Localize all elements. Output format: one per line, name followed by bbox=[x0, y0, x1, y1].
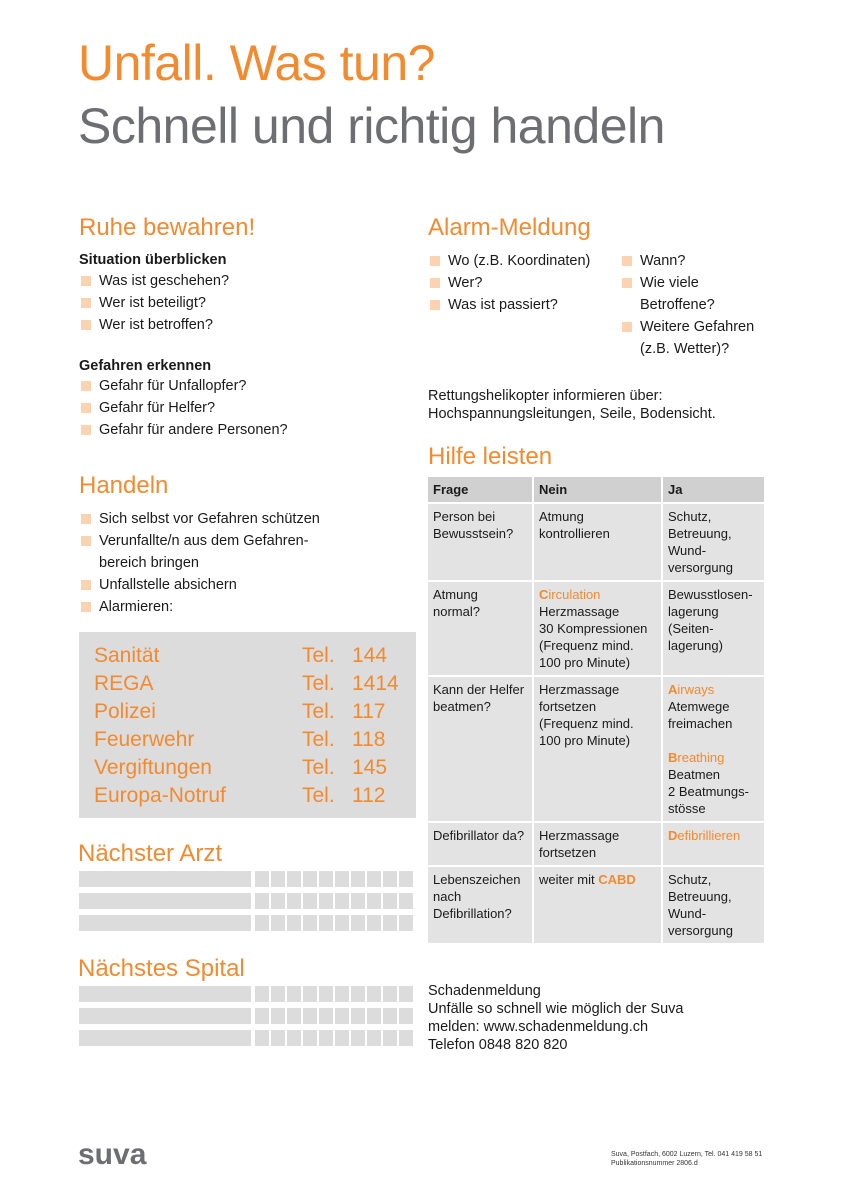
bullet-icon bbox=[430, 300, 440, 310]
table-cell: Atmung normal? bbox=[428, 582, 532, 675]
table-row bbox=[428, 582, 764, 675]
table-cell: weiter mit CABD bbox=[534, 867, 661, 943]
list-item: Wer? bbox=[428, 272, 590, 294]
table-cell: Kann der Helfer beatmen? bbox=[428, 677, 532, 821]
table-cell: Defibrillator da? bbox=[428, 823, 532, 865]
write-line[interactable] bbox=[79, 871, 416, 887]
list-item: Wer ist betroffen? bbox=[79, 314, 229, 336]
bullet-icon bbox=[81, 320, 91, 330]
bullet-icon bbox=[430, 256, 440, 266]
list-item: Verunfallte/n aus dem Gefahren- bbox=[79, 530, 320, 552]
situation-list bbox=[79, 270, 229, 336]
bullet-icon bbox=[81, 580, 91, 590]
table-cell: Airways Atemwege freimachen Breathing Beatmen 2 Beatmungs- stösse bbox=[663, 677, 764, 821]
table-cell: Schutz, Betreuung, Wund- versorgung bbox=[663, 504, 764, 580]
list-item: Sich selbst vor Gefahren schützen bbox=[79, 508, 320, 530]
schadenmeldung-link[interactable]: melden: www.schadenmeldung.ch bbox=[428, 1019, 649, 1035]
footer-address: Suva, Postfach, 6002 Luzern, Tel. 041 419 58 51 Publikationsnummer 2806.d bbox=[611, 1151, 763, 1167]
section-heading-spital: Nächstes Spital bbox=[78, 955, 245, 982]
list-item: Betroffene? bbox=[640, 297, 715, 313]
table-cell: Bewusstlosen- lagerung (Seiten- lagerung) bbox=[663, 582, 764, 675]
bullet-icon bbox=[81, 536, 91, 546]
bullet-icon bbox=[81, 276, 91, 286]
schadenmeldung-block: Schadenmeldung Unfälle so schnell wie möglich der Suva melden: www.schadenmeldung.ch Telefon 0848 820 820 bbox=[428, 983, 684, 1053]
list-item: Unfallstelle absichern bbox=[79, 574, 320, 596]
write-line[interactable] bbox=[79, 1008, 416, 1024]
write-line[interactable] bbox=[79, 986, 416, 1002]
bullet-icon bbox=[622, 256, 632, 266]
list-item: Gefahr für andere Personen? bbox=[79, 419, 288, 441]
section-heading-arzt: Nächster Arzt bbox=[78, 840, 223, 867]
column-header: Frage bbox=[428, 477, 532, 502]
bullet-icon bbox=[81, 403, 91, 413]
emergency-row: Sanität Tel. 144 bbox=[94, 644, 388, 667]
section-heading-handeln: Handeln bbox=[79, 472, 169, 499]
bullet-icon bbox=[81, 514, 91, 524]
list-item: bereich bringen bbox=[99, 555, 199, 571]
subheading-situation: Situation überblicken bbox=[79, 252, 227, 268]
handeln-list bbox=[79, 508, 320, 618]
emergency-row: Feuerwehr Tel. 118 bbox=[94, 728, 386, 751]
list-item: Was ist geschehen? bbox=[79, 270, 229, 292]
emergency-row: Vergiftungen Tel. 145 bbox=[94, 756, 388, 779]
page-title: Unfall. Was tun? bbox=[78, 35, 435, 91]
emergency-row: REGA Tel. 1414 bbox=[94, 672, 399, 695]
list-item: Gefahr für Unfallopfer? bbox=[79, 375, 288, 397]
section-heading-ruhe: Ruhe bewahren! bbox=[79, 214, 256, 241]
emergency-numbers-panel bbox=[79, 632, 416, 818]
bullet-icon bbox=[430, 278, 440, 288]
list-item: Weitere Gefahren bbox=[620, 316, 754, 338]
spital-write-fields[interactable] bbox=[79, 986, 416, 1050]
alarm-list-right bbox=[620, 250, 754, 360]
bullet-icon bbox=[81, 425, 91, 435]
alarm-list-left bbox=[428, 250, 590, 316]
column-header: Ja bbox=[663, 477, 764, 502]
table-cell: Herzmassage fortsetzen (Frequenz mind. 100 pro Minute) bbox=[534, 677, 661, 821]
table-cell: Lebenszeichen nach Defibrillation? bbox=[428, 867, 532, 943]
gefahren-list bbox=[79, 375, 288, 441]
table-header-row bbox=[428, 477, 764, 502]
section-heading-alarm: Alarm-Meldung bbox=[428, 214, 591, 241]
arzt-write-fields[interactable] bbox=[79, 871, 416, 935]
list-item: Was ist passiert? bbox=[428, 294, 590, 316]
bullet-icon bbox=[81, 298, 91, 308]
table-row bbox=[428, 867, 764, 943]
section-heading-hilfe: Hilfe leisten bbox=[428, 443, 553, 470]
heli-info: Rettungshelikopter informieren über: Hochspannungsleitungen, Seile, Bodensicht. bbox=[428, 388, 716, 422]
table-cell: Herzmassage fortsetzen bbox=[534, 823, 661, 865]
suva-logo: suva bbox=[78, 1138, 147, 1171]
table-cell: Schutz, Betreuung, Wund- versorgung bbox=[663, 867, 764, 943]
emergency-row: Europa-Notruf Tel. 112 bbox=[94, 784, 386, 807]
list-item: Wann? bbox=[620, 250, 754, 272]
bullet-icon bbox=[622, 322, 632, 332]
help-table bbox=[426, 475, 766, 945]
table-cell: Person bei Bewusstsein? bbox=[428, 504, 532, 580]
subheading-gefahren: Gefahren erkennen bbox=[79, 358, 212, 374]
list-item: Wo (z.B. Koordinaten) bbox=[428, 250, 590, 272]
write-line[interactable] bbox=[79, 893, 416, 909]
write-line[interactable] bbox=[79, 1030, 416, 1046]
table-cell: Atmung kontrollieren bbox=[534, 504, 661, 580]
list-item: Wer ist beteiligt? bbox=[79, 292, 229, 314]
list-item: Alarmieren: bbox=[79, 596, 320, 618]
page-subtitle: Schnell und richtig handeln bbox=[78, 98, 665, 154]
table-cell: Defibrillieren bbox=[663, 823, 764, 865]
list-item: (z.B. Wetter)? bbox=[640, 341, 730, 357]
table-row bbox=[428, 677, 764, 821]
bullet-icon bbox=[81, 381, 91, 391]
list-item: Wie viele bbox=[620, 272, 754, 294]
table-row bbox=[428, 504, 764, 580]
write-line[interactable] bbox=[79, 915, 416, 931]
bullet-icon bbox=[81, 602, 91, 612]
column-header: Nein bbox=[534, 477, 661, 502]
bullet-icon bbox=[622, 278, 632, 288]
table-row bbox=[428, 823, 764, 865]
table-cell: Circulation Herzmassage 30 Kompressionen (Frequenz mind. 100 pro Minute) bbox=[534, 582, 661, 675]
list-item: Gefahr für Helfer? bbox=[79, 397, 288, 419]
emergency-row: Polizei Tel. 117 bbox=[94, 700, 386, 723]
